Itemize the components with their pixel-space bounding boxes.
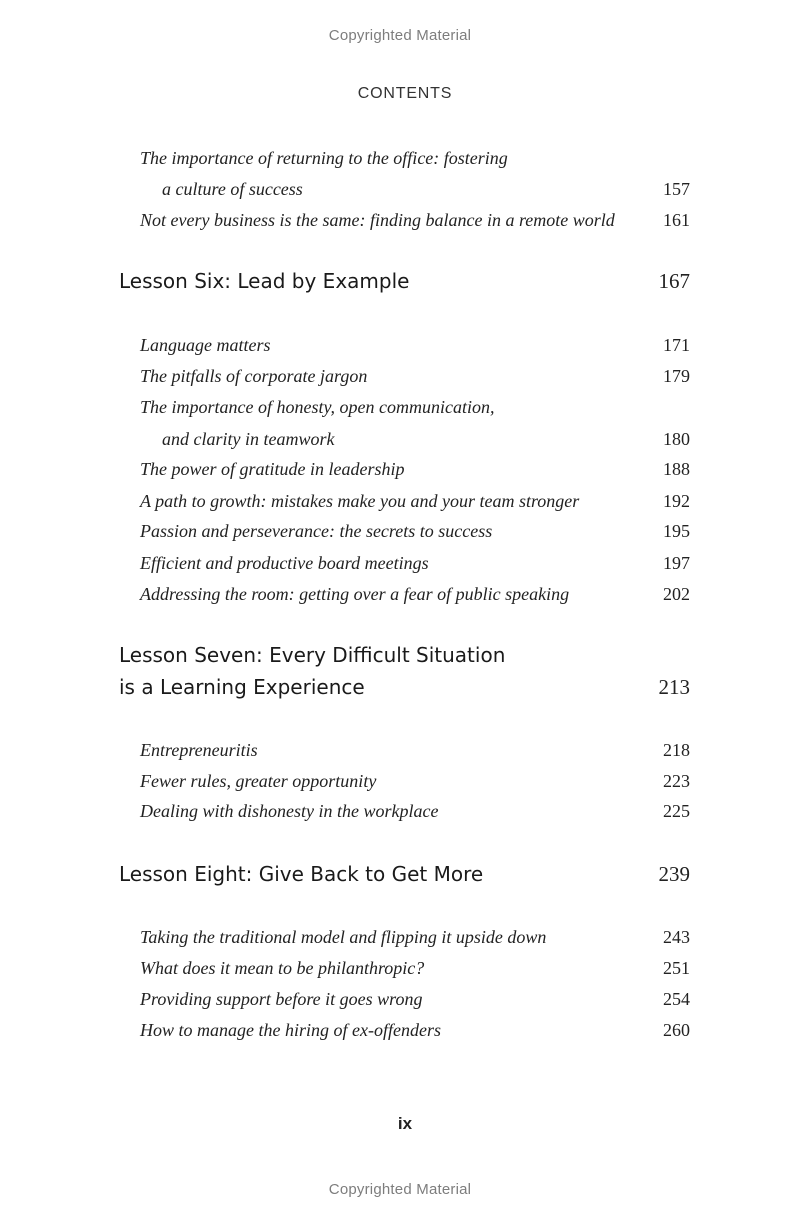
toc-page-number: 243	[663, 927, 690, 947]
toc-entry-title: Fewer rules, greater opportunity	[140, 771, 377, 791]
toc-page-number: 180	[663, 429, 690, 449]
toc-page-number: 195	[663, 521, 690, 541]
toc-entry-title: Not every business is the same: finding balance in a remote world	[140, 210, 615, 230]
lesson-seven-title: Lesson Seven: Every Difficult Situation	[119, 643, 506, 667]
toc-entry-title: Entrepreneuritis	[140, 740, 258, 760]
toc-page-number: 179	[663, 366, 690, 386]
lesson-seven-title-continuation: is a Learning Experience	[119, 675, 365, 699]
toc-page-number: 260	[663, 1020, 690, 1040]
toc-entry-title-continuation: and clarity in teamwork	[162, 429, 335, 449]
toc-entry-title: The importance of returning to the office: fostering	[140, 148, 508, 168]
page-number-folio: ix	[397, 1114, 413, 1133]
toc-page-number: 161	[663, 210, 690, 230]
toc-page-number: 192	[663, 491, 690, 511]
toc-page-number: 197	[663, 553, 690, 573]
lesson-eight-title: Lesson Eight: Give Back to Get More	[119, 862, 484, 886]
toc-page-number: 202	[663, 584, 690, 604]
toc-entry-title: Efficient and productive board meetings	[140, 553, 429, 573]
toc-entry-title: Providing support before it goes wrong	[140, 989, 423, 1009]
toc-page-number: 225	[663, 801, 690, 821]
toc-entry-title: Language matters	[140, 335, 271, 355]
toc-entry-title: How to manage the hiring of ex-offenders	[140, 1020, 441, 1040]
running-head: CONTENTS	[357, 85, 453, 102]
lesson-eight-page: 239	[658, 862, 690, 886]
toc-entry-title: The pitfalls of corporate jargon	[140, 366, 368, 386]
toc-page-number: 254	[663, 989, 690, 1009]
toc-entry-title: Addressing the room: getting over a fear of public speaking	[140, 584, 570, 604]
toc-entry-title: Dealing with dishonesty in the workplace	[140, 801, 439, 821]
toc-page-number: 223	[663, 771, 690, 791]
toc-page-number: 218	[663, 740, 690, 760]
lesson-seven-page: 213	[658, 675, 690, 699]
toc-entry-title: Taking the traditional model and flipping it upside down	[140, 927, 547, 947]
toc-page-number: 251	[663, 958, 690, 978]
toc-page-number: 188	[663, 459, 690, 479]
toc-entry-title-continuation: a culture of success	[162, 179, 303, 199]
toc-page-number: 171	[663, 335, 690, 355]
copyright-watermark-bottom: Copyrighted Material	[328, 1181, 472, 1198]
toc-page-number: 157	[663, 179, 690, 199]
toc-entry-title: The importance of honesty, open communication,	[140, 397, 495, 417]
toc-entry-title: A path to growth: mistakes make you and your team stronger	[140, 491, 580, 511]
copyright-watermark-top: Copyrighted Material	[328, 27, 472, 44]
lesson-six-title: Lesson Six: Lead by Example	[119, 269, 410, 293]
toc-entry-title: The power of gratitude in leadership	[140, 459, 405, 479]
toc-entry-title: What does it mean to be philanthropic?	[140, 958, 425, 978]
lesson-six-page: 167	[658, 269, 690, 293]
toc-entry-title: Passion and perseverance: the secrets to success	[140, 521, 493, 541]
